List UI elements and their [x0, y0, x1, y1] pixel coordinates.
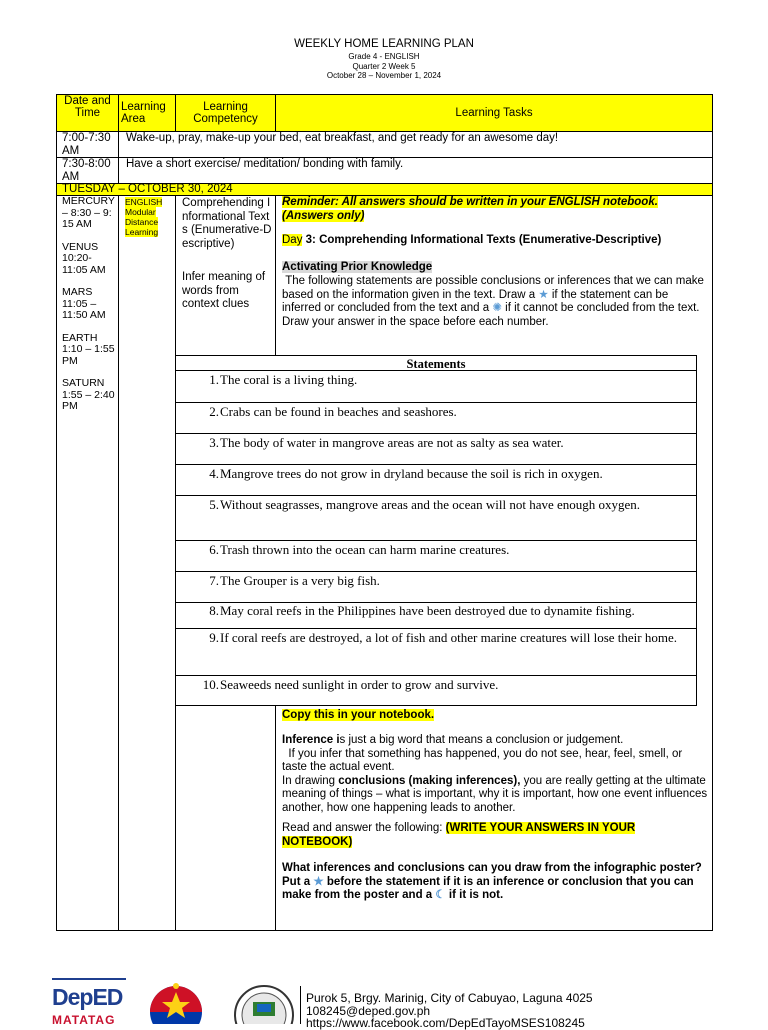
apk-heading: Activating Prior Knowledge: [282, 261, 433, 273]
deped-logo: DepED: [52, 984, 123, 1010]
statement-row: [175, 495, 697, 541]
inference-definition: Inference is just a big word that means a conclusion or judgement. If you infer that something has happened, you do not see, hear, feel, smell, or taste the actual event. In drawing conclusions (making inferences), you are really getting at the ultimate meaning of things – what is important, why it is important, how one event influences another, how one happening leads to another.: [282, 734, 708, 814]
doc-title: WEEKLY HOME LEARNING PLAN: [294, 38, 474, 50]
col-learning-tasks: Learning Tasks: [455, 107, 533, 119]
star-icon: ★: [538, 288, 549, 301]
section-schedule: [62, 196, 117, 413]
statement-text: Without seagrasses, mangrove areas and the ocean will not have enough oxygen.: [220, 497, 641, 512]
statement-number: 7.: [209, 573, 219, 588]
read-and-answer: Read and answer the following: (WRITE YOUR ANSWERS IN YOUR NOTEBOOK): [282, 822, 636, 848]
statement-text: The coral is a living thing.: [220, 372, 358, 387]
schedule-task: Wake-up, pray, make-up your bed, eat breakfast, and get ready for an awesome day!: [126, 132, 559, 144]
competency-1: Comprehending Informational Texts (Enumerative-Descriptive): [182, 197, 272, 250]
statement-text: The Grouper is a very big fish.: [220, 573, 380, 588]
col-learning-area: Learning Area: [121, 101, 166, 125]
statement-row: [175, 675, 697, 706]
section-entry: MARS 11:05 – 11:50 AM: [62, 286, 106, 321]
competency-2: Infer meaning of words from context clues: [182, 271, 266, 310]
poster-question: What inferences and conclusions can you draw from the infographic poster? Put a ★ before the statement if it is an inference or conclusion that you can make from the poster and a ☾ if it is not.: [282, 862, 702, 901]
sun-icon: ✺: [492, 302, 502, 314]
school-email[interactable]: 108245@deped.gov.ph: [306, 1004, 431, 1018]
statement-text: Seaweeds need sunlight in order to grow and survive.: [220, 677, 499, 692]
moon-icon: ☾: [435, 889, 446, 901]
schedule-task: Have a short exercise/ meditation/ bonding with family.: [126, 158, 404, 170]
copy-instruction: Copy this in your notebook.: [282, 709, 435, 721]
statement-number: 10.: [202, 677, 219, 692]
statement-number: 9.: [209, 630, 219, 645]
col-learning-competency: Learning Competency: [193, 101, 258, 125]
section-entry: VENUS 10:20-11:05 AM: [62, 240, 106, 276]
schedule-time: 7:30-8:00 AM: [62, 158, 111, 183]
philippine-flag-icon: [145, 978, 207, 1024]
statement-text: May coral reefs in the Philippines have been destroyed due to dynamite fishing.: [220, 603, 635, 618]
learning-area: ENGLISH Modular Distance Learning: [125, 197, 163, 237]
schedule-time: 7:00-7:30 AM: [62, 132, 111, 157]
day-banner: TUESDAY – OCTOBER 30, 2024: [62, 183, 233, 195]
statement-text: Trash thrown into the ocean can harm marine creatures.: [220, 542, 510, 557]
statement-number: 5.: [209, 497, 219, 512]
statement-row: [175, 464, 697, 496]
reminder: Reminder: All answers should be written in your ENGLISH notebook. (Answers only): [282, 196, 658, 222]
col-date-time: Date and Time: [64, 95, 111, 119]
quarter-label: Quarter 2 Week 5: [352, 62, 416, 71]
statement-number: 2.: [209, 404, 219, 419]
section-entry: EARTH 1:10 – 1:55 PM: [62, 331, 115, 367]
section-entry: SATURN 1:55 – 2:40 PM: [62, 377, 115, 412]
statement-row: [175, 540, 697, 572]
statement-text: Mangrove trees do not grow in dryland because the soil is rich in oxygen.: [220, 466, 603, 481]
section-entry: MERCURY – 8:30 – 9:15 AM: [62, 195, 115, 230]
star-icon: ★: [313, 875, 324, 888]
statement-row: [175, 433, 697, 465]
school-seal-icon: [233, 984, 295, 1024]
apk-instructions: The following statements are possible conclusions or inferences that we can make based on the information given in the text. Draw a ★ if the statement can be inferred or concluded from the text and a ✺ if it cannot be concluded from the text. Draw your answer in the space before each number.: [282, 275, 704, 328]
day-heading: Day 3: Comprehending Informational Texts (Enumerative-Descriptive): [282, 234, 662, 246]
statement-row: [175, 602, 697, 629]
statement-number: 8.: [209, 603, 219, 618]
statement-number: 3.: [209, 435, 219, 450]
statement-row: [175, 628, 697, 676]
statement-text: Crabs can be found in beaches and seashores.: [220, 404, 457, 419]
statement-text: The body of water in mangrove areas are not as salty as sea water.: [220, 435, 564, 450]
statement-row: [175, 571, 697, 603]
statement-number: 1.: [209, 372, 219, 387]
statement-row: [175, 370, 697, 403]
date-range: October 28 – November 1, 2024: [326, 71, 442, 80]
grade-label: Grade 4 - ENGLISH: [348, 52, 420, 61]
matatag-logo: MATATAG: [52, 1013, 116, 1027]
statement-number: 6.: [209, 542, 219, 557]
statement-number: 4.: [209, 466, 219, 481]
school-address: Purok 5, Brgy. Marinig, City of Cabuyao, Laguna 4025: [306, 991, 593, 1005]
statement-row: [175, 402, 697, 434]
statement-text: If coral reefs are destroyed, a lot of fish and other marine creatures will lose their home.: [220, 630, 677, 645]
school-facebook[interactable]: https://www.facebook.com/DepEdTayoMSES108245: [306, 1016, 585, 1030]
statements-heading: Statements: [406, 357, 466, 371]
